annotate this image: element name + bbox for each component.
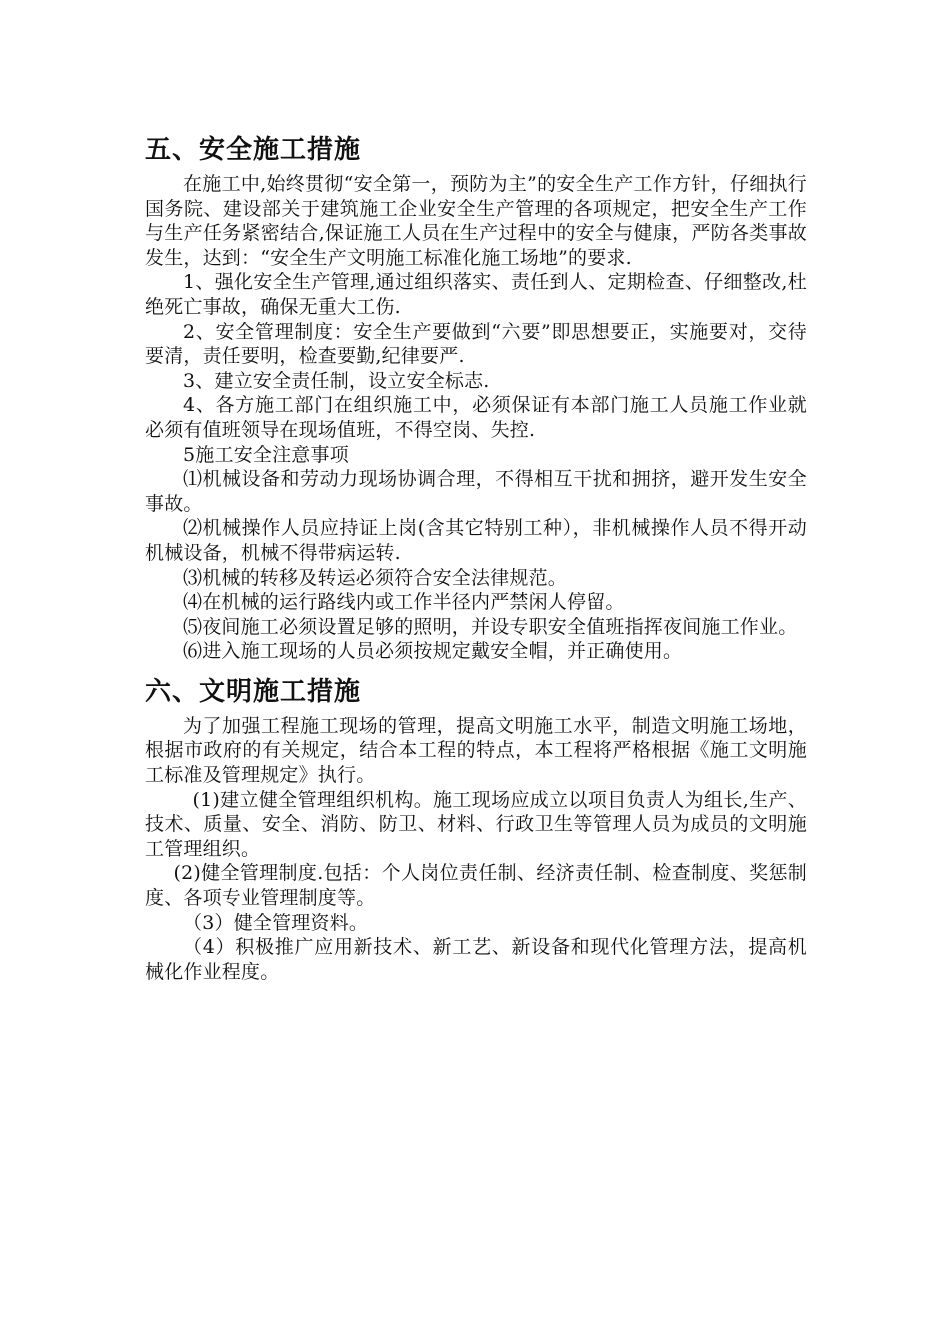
- safety-item-4: 4、各方施工部门在组织施工中，必须保证有本部门施工人员施工作业就必须有值班领导在现场值班，不得空岗、失控.: [145, 394, 807, 441]
- document-page: [145, 128, 807, 984]
- civilized-item-1: (1)建立健全管理组织机构。施工现场应成立以项目负责人为组长,生产、技术、质量、安全、消防、防卫、材料、行政卫生等管理人员为成员的文明施工管理组织。: [145, 788, 807, 860]
- civilized-intro-paragraph: 为了加强工程施工现场的管理，提高文明施工水平，制造文明施工场地，根据市政府的有关规定，结合本工程的特点，本工程将严格根据《施工文明施工标准及管理规定》执行。: [145, 714, 807, 787]
- safety-subitem-3: ⑶机械的转移及转运必须符合安全法律规范。: [183, 566, 568, 589]
- civilized-item-3: （3）健全管理资料。: [183, 911, 369, 934]
- safety-subitem-2: ⑵机械操作人员应持证上岗(含其它特别工种），非机械操作人员不得开动机械设备，机械不得带病运转.: [145, 517, 807, 564]
- safety-intro-paragraph: 在施工中,始终贯彻“安全第一，预防为主”的安全生产工作方针，仔细执行国务院、建设部关于建筑施工企业安全生产管理的各项规定，把安全生产工作与生产任务紧密结合,保证施工人员在生产过程中的安全与健康，严防各类事故发生，达到：“安全生产文明施工标准化施工场地”的要求.: [145, 173, 807, 269]
- safety-subitem-6: ⑹进入施工现场的人员必须按规定戴安全帽，并正确使用。: [183, 640, 683, 663]
- safety-subitem-5: ⑸夜间施工必须设置足够的照明，并设专职安全值班指挥夜间施工作业。: [183, 615, 798, 638]
- section-heading-safety: 五、安全施工措施: [145, 135, 362, 165]
- civilized-item-2: (2)健全管理制度.包括：个人岗位责任制、经济责任制、检查制度、奖惩制度、各项专业管理制度等。: [145, 862, 807, 910]
- safety-item-5-title: 5施工安全注意事项: [183, 443, 349, 466]
- safety-item-1: 1、强化安全生产管理,通过组织落实、责任到人、定期检查、仔细整改,杜绝死亡事故，确保无重大工伤.: [145, 271, 807, 318]
- safety-subitem-1: ⑴机械设备和劳动力现场协调合理，不得相互干扰和拥挤，避开发生安全事故。: [145, 468, 807, 515]
- section-heading-civilized: 六、文明施工措施: [145, 676, 362, 707]
- safety-item-2: 2、安全管理制度：安全生产要做到“六要”即思想要正，实施要对，交待要清，责任要明，检查要勤,纪律要严.: [145, 320, 807, 368]
- safety-item-3: 3、建立安全责任制，设立安全标志.: [183, 369, 490, 392]
- safety-subitem-4: ⑷在机械的运行路线内或工作半径内严禁闲人停留。: [183, 591, 625, 614]
- civilized-item-4: （4）积极推广应用新技术、新工艺、新设备和现代化管理方法，提高机械化作业程度。: [145, 936, 807, 983]
